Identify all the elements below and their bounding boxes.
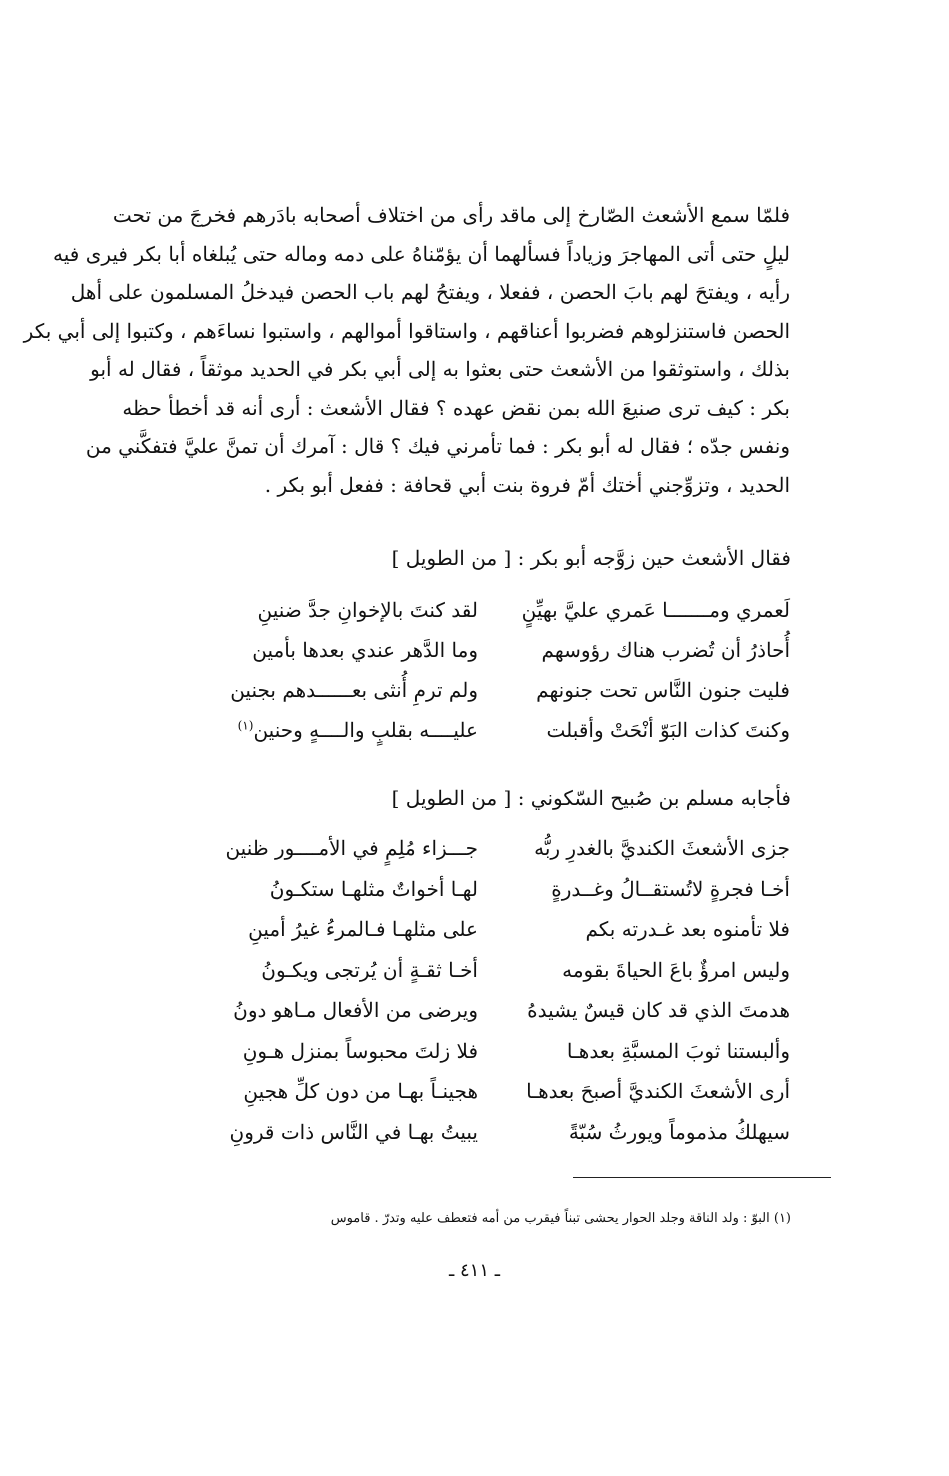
- verse-left-hemistich: ولم ترمِ أُنثى بعــــــدهم بجنين: [230, 678, 478, 702]
- footnote-marker: (١): [237, 718, 254, 733]
- verse-left-hemistich: أخـا ثقـةٍ أن يُرتجى ويكـونُ: [261, 957, 478, 982]
- verse-line: [150, 1120, 790, 1161]
- verse-left-hemistich: ويرضى من الأفعال مـاهو دونُ: [233, 998, 478, 1022]
- verse-left-hemistich: [208, 718, 478, 742]
- verse-line: [150, 678, 790, 718]
- prose-line: الحديد ، وتزوِّجني أختك أمّ فروة بنت أبي قحافة : ففعل أبو بكر .: [264, 472, 790, 497]
- verse-right-hemistich: أخـا فجرةٍ لاتُستقــالُ وغــدرةٍ: [551, 876, 790, 901]
- verse-line: [150, 638, 790, 678]
- prose-line: رأيه ، ويفتحَ لهم بابَ الحصن ، ففعلا ، ويفتحُ لهم باب الحصن فيدخلُ المسلمون على أهل: [70, 280, 790, 304]
- verse-right-hemistich: أرى الأشعثَ الكنديَّ أصبحَ بعدهـا: [526, 1079, 790, 1103]
- verse-line: [150, 1079, 790, 1120]
- verse-left-hemistich: وما الدَّهر عندي بعدها بأمين: [252, 638, 478, 662]
- poem-intro: فأجابه مسلم بن صُبيح السّكوني : [ من الطويل ]: [391, 786, 791, 810]
- poem-block: [150, 598, 790, 758]
- verse-line: [150, 718, 790, 758]
- verse-line: [150, 917, 790, 958]
- prose-line: ونفس جدّه ؛ فقال له أبو بكر : فما تأمرني فيك ؟ قال : آمرك أن تمنَّ عليَّ فتفكَّني من: [85, 434, 790, 458]
- verse-left-hemistich: فلا زلتَ محبوساً بمنزل هـونِ: [242, 1038, 478, 1063]
- verse-left-hemistich: هجينـاً بهـا من دون كلِّ هجينِ: [243, 1079, 478, 1103]
- verse-line: [150, 598, 790, 638]
- verse-left-hemistich: يبيتُ بهـا في النَّاس ذات قرونِ: [229, 1119, 478, 1144]
- prose-line: بكر : كيف ترى صنيعَ الله بمن نقض عهده ؟ فقال الأشعث : أرى أنه قد أخطأ حظه: [122, 395, 790, 420]
- verse-right-hemistich: وألبستنا ثوبَ المسبَّةِ بعدهـا: [566, 1038, 790, 1063]
- verse-right-hemistich: فلا تأمنوه بعد غـدرته بكم: [585, 917, 790, 941]
- verse-right-hemistich: سيهلكُ مذموماً ويورثُ سُبّةً: [568, 1119, 790, 1144]
- verse-text: عليــــه بقلبٍ والــــهٍ وحنين: [253, 718, 478, 742]
- verse-line: [150, 958, 790, 999]
- verse-line: [150, 1039, 790, 1080]
- verse-right-hemistich: أُحاذرُ أن تُضرب هناك رؤوسهم: [541, 638, 790, 662]
- verse-right-hemistich: هدمتَ الذي قد كان قيسٌ يشيدهُ: [527, 998, 790, 1022]
- poem-intro: فقال الأشعث حين زوَّجه أبو بكر : [ من الطويل ]: [391, 546, 791, 570]
- page-number: ـ ٤١١ ـ: [448, 1260, 500, 1281]
- verse-right-hemistich: فليت جنون النَّاس تحت جنونهم: [536, 678, 790, 702]
- verse-left-hemistich: على مثلهـا فـالمرءُ غيرُ أمينِ: [248, 917, 478, 941]
- verse-right-hemistich: وكنتَ كذات البَوّ أنْحَتْ وأقبلت: [546, 718, 790, 742]
- prose-paragraph: [23, 196, 790, 504]
- verse-line: [150, 998, 790, 1039]
- verse-left-hemistich: جـــزاء مُلِمٍ في الأمــــور ظنين: [225, 836, 478, 860]
- footnote-divider: [573, 1177, 831, 1178]
- verse-left-hemistich: لهـا أخواتٌ مثلهـا ستكـونُ: [269, 876, 478, 901]
- prose-line: فلمّا سمع الأشعث الصّارخ إلى ماقد رأى من اختلاف أصحابه بادَرهم فخرجَ من تحت: [112, 203, 790, 227]
- verse-left-hemistich: لقد كنتَ بالإخوانِ جدَّ ضنينِ: [257, 598, 478, 622]
- poem-block: [150, 836, 790, 1160]
- verse-right-hemistich: وليس امرؤٌ باعَ الحياةَ بقومه: [562, 957, 790, 982]
- verse-right-hemistich: جزى الأشعثَ الكنديَّ بالغدرِ ربُّه: [534, 836, 790, 860]
- verse-line: [150, 836, 790, 877]
- prose-line: بذلك ، واستوثقوا من الأشعث حتى بعثوا به إلى أبي بكر في الحديد موثقاً ، فقال له أبو: [90, 357, 790, 381]
- verse-line: [150, 877, 790, 918]
- prose-line: ليلٍ حتى أتى المهاجرَ وزياداً فسألهما أن يؤمّناهُ على دمه وماله حتى يُبلغاه أبا بكر فيرى فيه: [53, 241, 790, 266]
- prose-line: الحصن فاستنزلوهم فضربوا أعناقهم ، واستاقوا أموالهم ، واستبوا نساءَهم ، وكتبوا إلى أبي بكر: [23, 318, 790, 343]
- verse-right-hemistich: لَعمري ومـــــــا عَمري عليَّ بهيِّنٍ: [521, 598, 790, 622]
- footnote: (١) البوّ : ولد الناقة وجلد الحوار يحشى تبناً فيقرب من أمه فتعطف عليه وتدرّ . قاموس: [330, 1211, 791, 1226]
